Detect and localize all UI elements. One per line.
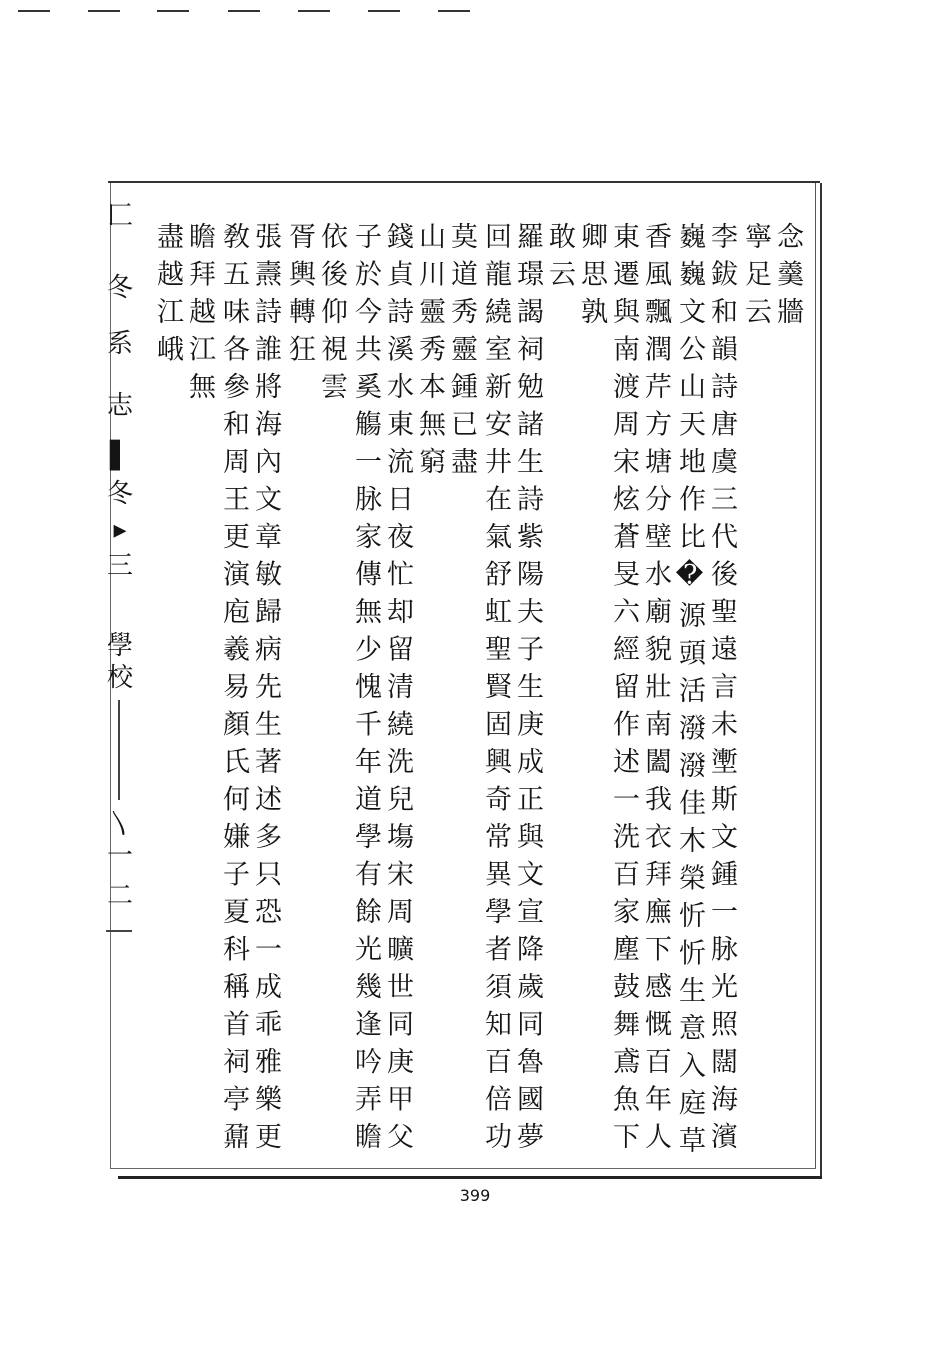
- text-subcolumn-right: 念羹牆: [772, 222, 803, 335]
- margin-title-char: ▸: [113, 515, 127, 545]
- text-subcolumn-left: 胥輿轉狂: [284, 222, 315, 410]
- text-column-10: [150, 222, 214, 410]
- margin-title-char: ▌: [110, 441, 130, 471]
- text-column-1: [738, 222, 802, 335]
- margin-rule: [118, 700, 120, 800]
- margin-mark-char: 〵: [106, 811, 133, 841]
- text-subcolumn-right: 張燾詩誰將海內文章敏歸病先生著述多只恐一成乖雅樂更: [250, 222, 281, 1160]
- text-subcolumn-left: 巍巍文公山天地作比�源頭活潑潑佳木榮忻忻生意入庭草: [674, 222, 705, 1164]
- top-dash-rule: [368, 10, 400, 12]
- frame-top-border: [108, 181, 820, 183]
- text-subcolumn-right: 錢貞詩溪水東流日夜忙却留清繞洗兒塲宋周曠世同庚甲父: [382, 222, 413, 1160]
- frame-right-outer-border: [820, 183, 822, 1178]
- top-dash-rule: [88, 10, 120, 12]
- text-subcolumn-right: 卿思孰: [576, 222, 607, 335]
- text-column-8: [282, 222, 346, 410]
- frame-right-inner-border: [815, 183, 816, 1168]
- frame-bottom-inner-border: [110, 1168, 816, 1169]
- text-subcolumn-left: 東遷與南渡周宋炫蒼旻六經留作述一洗百家塵鼓舞鳶魚下: [608, 222, 639, 1160]
- margin-title-char: 三: [106, 551, 133, 581]
- top-dash-rule: [298, 10, 330, 12]
- margin-title-char: 冬: [106, 273, 133, 303]
- text-subcolumn-left: 寧足云: [740, 222, 771, 335]
- text-subcolumn-left: 敎五味各參和周王更演庖羲易顏氏何嫌子夏科稱首祠亭鼐: [218, 222, 249, 1160]
- text-column-3: [606, 222, 670, 1160]
- text-subcolumn-right: 瞻拜越江無: [184, 222, 215, 410]
- text-subcolumn-left: 回龍繞室新安井在氣舒虹聖賢固興奇常異學者須知百倍功: [480, 222, 511, 1160]
- top-dash-rule: [438, 10, 470, 12]
- text-subcolumn-right: 羅璟謁祠勉諸生詩紫陽夫子生庚成正與文宣降歲同魯國夢: [512, 222, 543, 1160]
- frame-bottom-outer-border: [118, 1176, 822, 1179]
- text-column-7: [348, 222, 412, 1160]
- text-subcolumn-right: 莫道秀靈鍾已盡: [446, 222, 477, 485]
- text-subcolumn-right: 香風飄潤芹方塘分壁水廟貌壯南闔我衣拜廡下感慨百年人: [640, 222, 671, 1160]
- margin-mark-char: 二: [106, 881, 133, 911]
- text-subcolumn-right: 李鈸和韻詩唐虞三代後聖遠言未壍斯文鍾一脉光照闊海濱: [706, 222, 737, 1160]
- margin-title-char: 系: [106, 329, 133, 359]
- text-subcolumn-left: 子於今共奚觴一脉家傳無少愧千年道學有餘光幾逢吟弄瞻: [350, 222, 381, 1160]
- margin-title-char: 志: [106, 391, 133, 421]
- text-column-2: [672, 222, 736, 1164]
- margin-title-char: 校: [106, 663, 133, 693]
- margin-mark-char: 一: [106, 841, 133, 871]
- top-dash-rule: [18, 10, 50, 12]
- text-column-4: [542, 222, 606, 335]
- text-column-9: [216, 222, 280, 1160]
- text-subcolumn-left: 山川靈秀本無窮: [414, 222, 445, 485]
- text-column-5: [478, 222, 542, 1160]
- text-subcolumn-right: 依後仰視雲: [316, 222, 347, 410]
- text-subcolumn-left: 敢云: [544, 222, 575, 335]
- margin-title-char: 學: [106, 631, 133, 661]
- page-number: 399: [459, 1186, 491, 1205]
- margin-title-char: 匚: [106, 201, 133, 231]
- margin-rule: [106, 930, 132, 932]
- margin-title-strip: [98, 200, 142, 1160]
- text-column-6: [412, 222, 476, 485]
- top-dash-rule: [157, 10, 189, 12]
- top-dash-rule: [228, 10, 260, 12]
- text-subcolumn-left: 盡越江峨: [152, 222, 183, 410]
- margin-title-char: 冬: [106, 479, 133, 509]
